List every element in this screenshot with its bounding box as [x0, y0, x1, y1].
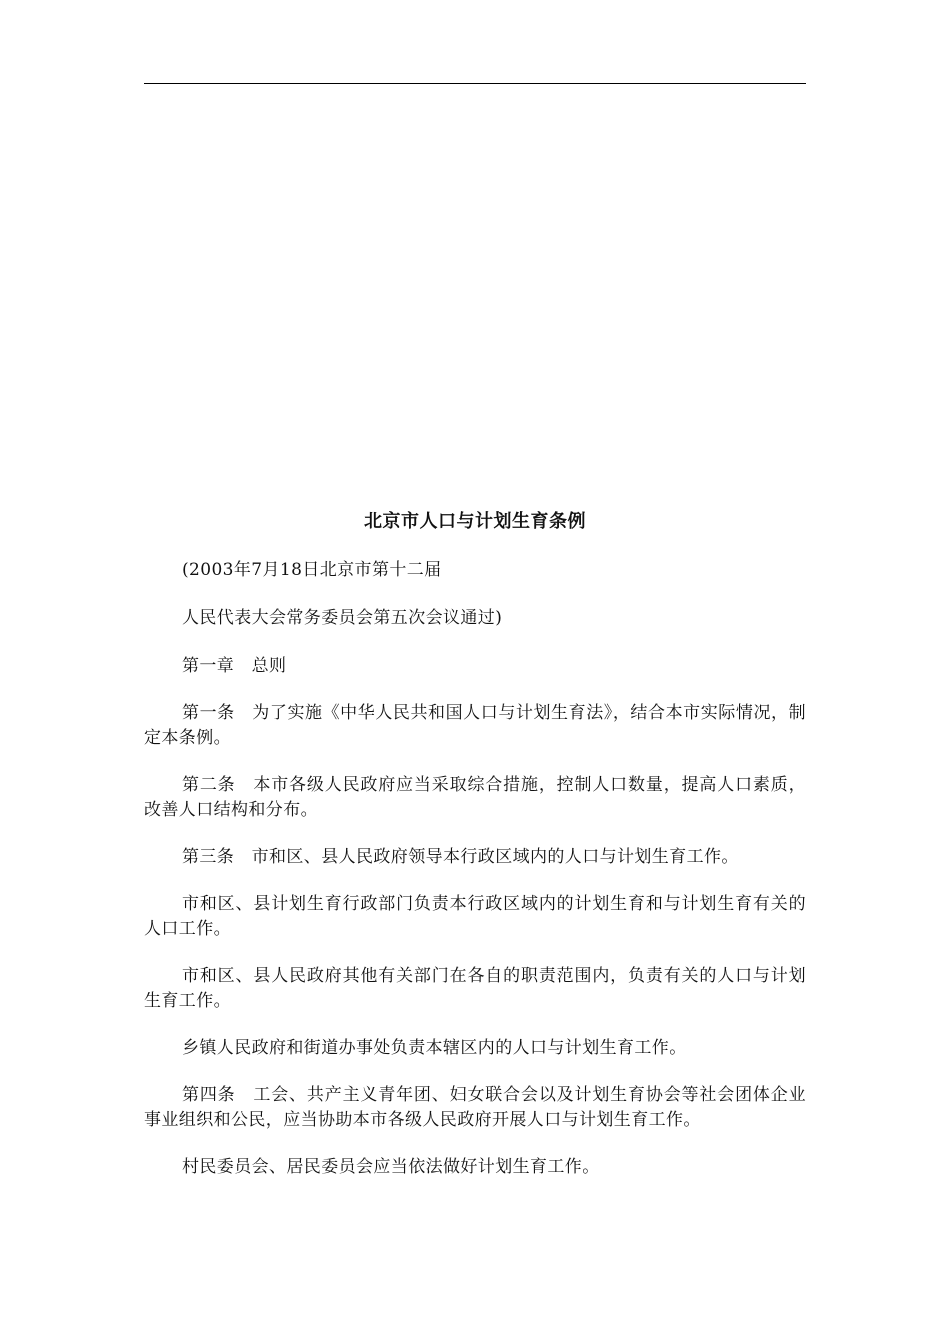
chapter-heading: 第一章 总则 — [182, 656, 287, 676]
article-1: 第一条 为了实施《中华人民共和国人口与计划生育法》，结合本市实际情况，制定本条例。 — [144, 703, 806, 748]
article-4: 第四条 工会、共产主义青年团、妇女联合会以及计划生育协会等社会团体企业事业组织和公民，应当协助本市各级人民政府开展人口与计划生育工作。 — [144, 1085, 806, 1130]
article-4-clause-2: 村民委员会、居民委员会应当依法做好计划生育工作。 — [182, 1157, 600, 1177]
paragraph-adoption-body: 人民代表大会常务委员会第五次会议通过) — [182, 608, 503, 628]
article-3: 第三条 市和区、县人民政府领导本行政区域内的人口与计划生育工作。 — [182, 847, 739, 867]
header-rule — [144, 83, 806, 84]
paragraph-adoption-date: (2003年7月18日北京市第十二届 — [182, 560, 442, 580]
article-3-clause-4: 乡镇人民政府和街道办事处负责本辖区内的人口与计划生育工作。 — [182, 1038, 687, 1058]
document-title: 北京市人口与计划生育条例 — [364, 511, 586, 532]
article-3-clause-3: 市和区、县人民政府其他有关部门在各自的职责范围内，负责有关的人口与计划生育工作。 — [144, 966, 806, 1011]
article-3-clause-2: 市和区、县计划生育行政部门负责本行政区域内的计划生育和与计划生育有关的人口工作。 — [144, 894, 806, 939]
article-2: 第二条 本市各级人民政府应当采取综合措施，控制人口数量，提高人口素质，改善人口结构和分布。 — [144, 775, 806, 820]
